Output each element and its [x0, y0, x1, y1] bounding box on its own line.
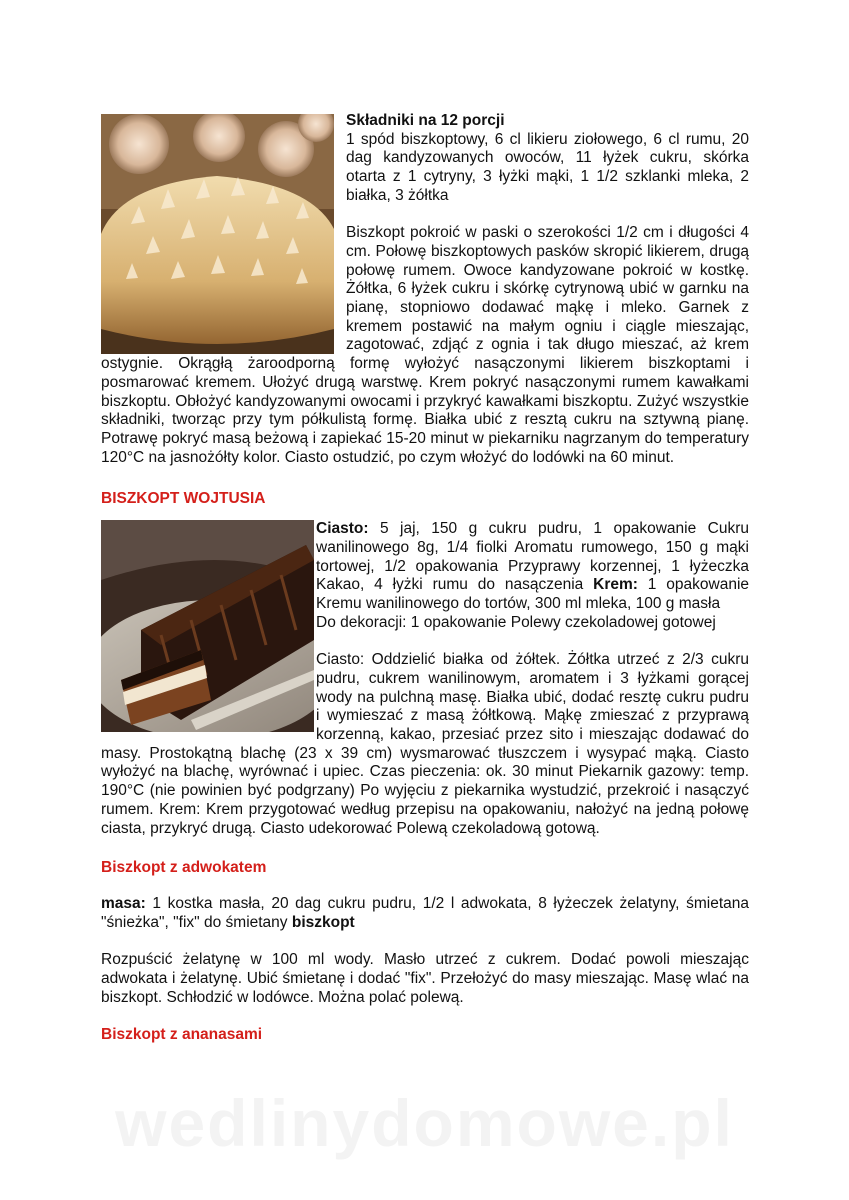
recipe-meringue-cake	[101, 112, 749, 467]
masa-label: masa:	[101, 895, 146, 913]
adwokat-method: Rozpuścić żelatynę w 100 ml wody. Masło utrzeć z cukrem. Dodać powoli mieszając adwokata i żelatynę. Ubić śmietanę i dodać "fix". Przełożyć do masy mieszając. Masę wlać na biszkopt. Schłodzić w lodówce. Można polać polewą.	[101, 951, 749, 1006]
method-text: Biszkopt pokroić w paski o szerokości 1/2 cm i długości 4 cm. Połowę biszkoptowych pasków skropić likierem, drugą połowę rumem. Owoce kandyzowane pokroić w kostkę. Żółtka, 6 łyżek cukru i skórkę cytrynową ubić w garnku na pianę, stopniowo dodawać mąkę i mleko. Garnek z kremem postawić na małym ogniu i ciągle mieszając, zagotować, zdjąć z ognia i tak długo mieszać, aż krem ostygnie. Okrągłą żaroodporną formę wyłożyć nasączonymi likierem biszkoptami i posmarować kremem. Ułożyć drugą warstwę. Krem pokryć nasączonymi rumem kawałkami biszkoptu. Obłożyć kandyzowanymi owocami i przykryć kawałkami biszkoptu. Zużyć wszystkie składniki, tworząc przy tym półkulistą formę. Białka ubić z resztą cukru na sztywną pianę. Potrawę pokryć masą beżową i zapiekać 15-20 minut w piekarniku nagrzanym do temperatury 120°C na jasnożółty kolor. Ciasto ostudzić, po czym włożyć do lodówki na 60 minut.	[101, 224, 749, 466]
ingredients-text: 1 spód biszkoptowy, 6 cl likieru ziołowego, 6 cl rumu, 20 dag kandyzowanych owoców, 11 łyżek cukru, skórka otarta z 1 cytryny, 3 łyżki mąki, 1 1/2 szklanki mleka, 2 białka, 3 żółtka	[346, 130, 749, 204]
recipe-biszkopt-wojtusia	[101, 520, 749, 838]
krem-ingredients: 1 opakowanie Kremu wanilinowego do tortów, 300 ml mleka, 100 g masła	[316, 576, 750, 613]
recipe-biszkopt-z-adwokatem	[101, 895, 749, 1007]
ciasto-label: Ciasto:	[316, 520, 369, 538]
wojtusia-method: Ciasto: Oddzielić białka od żółtek. Żółtka utrzeć z 2/3 cukru pudru, cukrem wanilinowym, aromatem i 3 łyżkami gorącej wody na pulchną masę. Białka ubić, dodać resztę cukru pudru i wymieszać z masą żółtkową. Mąkę zmieszać z przyprawą korzenną, kakao, przesiać przez sito i mieszając dodawać do masy. Prostokątną blachę (23 x 39 cm) wysmarować tłuszczem i wysypać mąką. Ciasto wyłożyć na blachę, wyrównać i upiec. Czas pieczenia: ok. 30 minut Piekarnik gazowy: temp. 190°C (nie powinien być podgrzany) Po wyjęciu z piekarnika wystudzić, przekroić i nasączyć rumem. Krem: Krem przygotować według przepisu na opakowaniu, nałożyć na jedną połowę ciasta, przykryć drugą. Ciasto udekorować Polewą czekoladową gotową.	[101, 651, 749, 837]
krem-label: Krem:	[593, 576, 638, 594]
masa-ingredients: 1 kostka masła, 20 dag cukru pudru, 1/2 l adwokata, 8 łyżeczek żelatyny, śmietana "śnieżka", "fix" do śmietany	[101, 895, 749, 931]
decoration-ingredients: Do dekoracji: 1 opakowanie Polewy czekoladowej gotowej	[316, 613, 716, 631]
meringue-cake-photo	[101, 114, 334, 354]
recipe-title-biszkopt-z-adwokatem: Biszkopt z adwokatem	[101, 859, 267, 877]
recipe-title-biszkopt-z-ananasami: Biszkopt z ananasami	[101, 1026, 263, 1044]
recipe-page	[101, 112, 749, 1044]
ciasto-ingredients: 5 jaj, 150 g cukru pudru, 1 opakowanie Cukru wanilinowego 8g, 1/4 fiolki Aromatu rumowego, 150 g mąki tortowej, 1/2 opakowania Przyprawy korzennej, 1 łyżeczka Kakao, 4 łyżki rumu do nasączenia	[316, 520, 749, 594]
ingredients-heading: Składniki na 12 porcji	[346, 112, 505, 129]
site-watermark: wedlinydomowe.pl	[115, 1086, 734, 1160]
chocolate-sponge-cake-photo	[101, 520, 314, 732]
masa-biszkopt: biszkopt	[291, 913, 355, 931]
recipe-title-biszkopt-wojtusia: BISZKOPT WOJTUSIA	[101, 490, 266, 508]
